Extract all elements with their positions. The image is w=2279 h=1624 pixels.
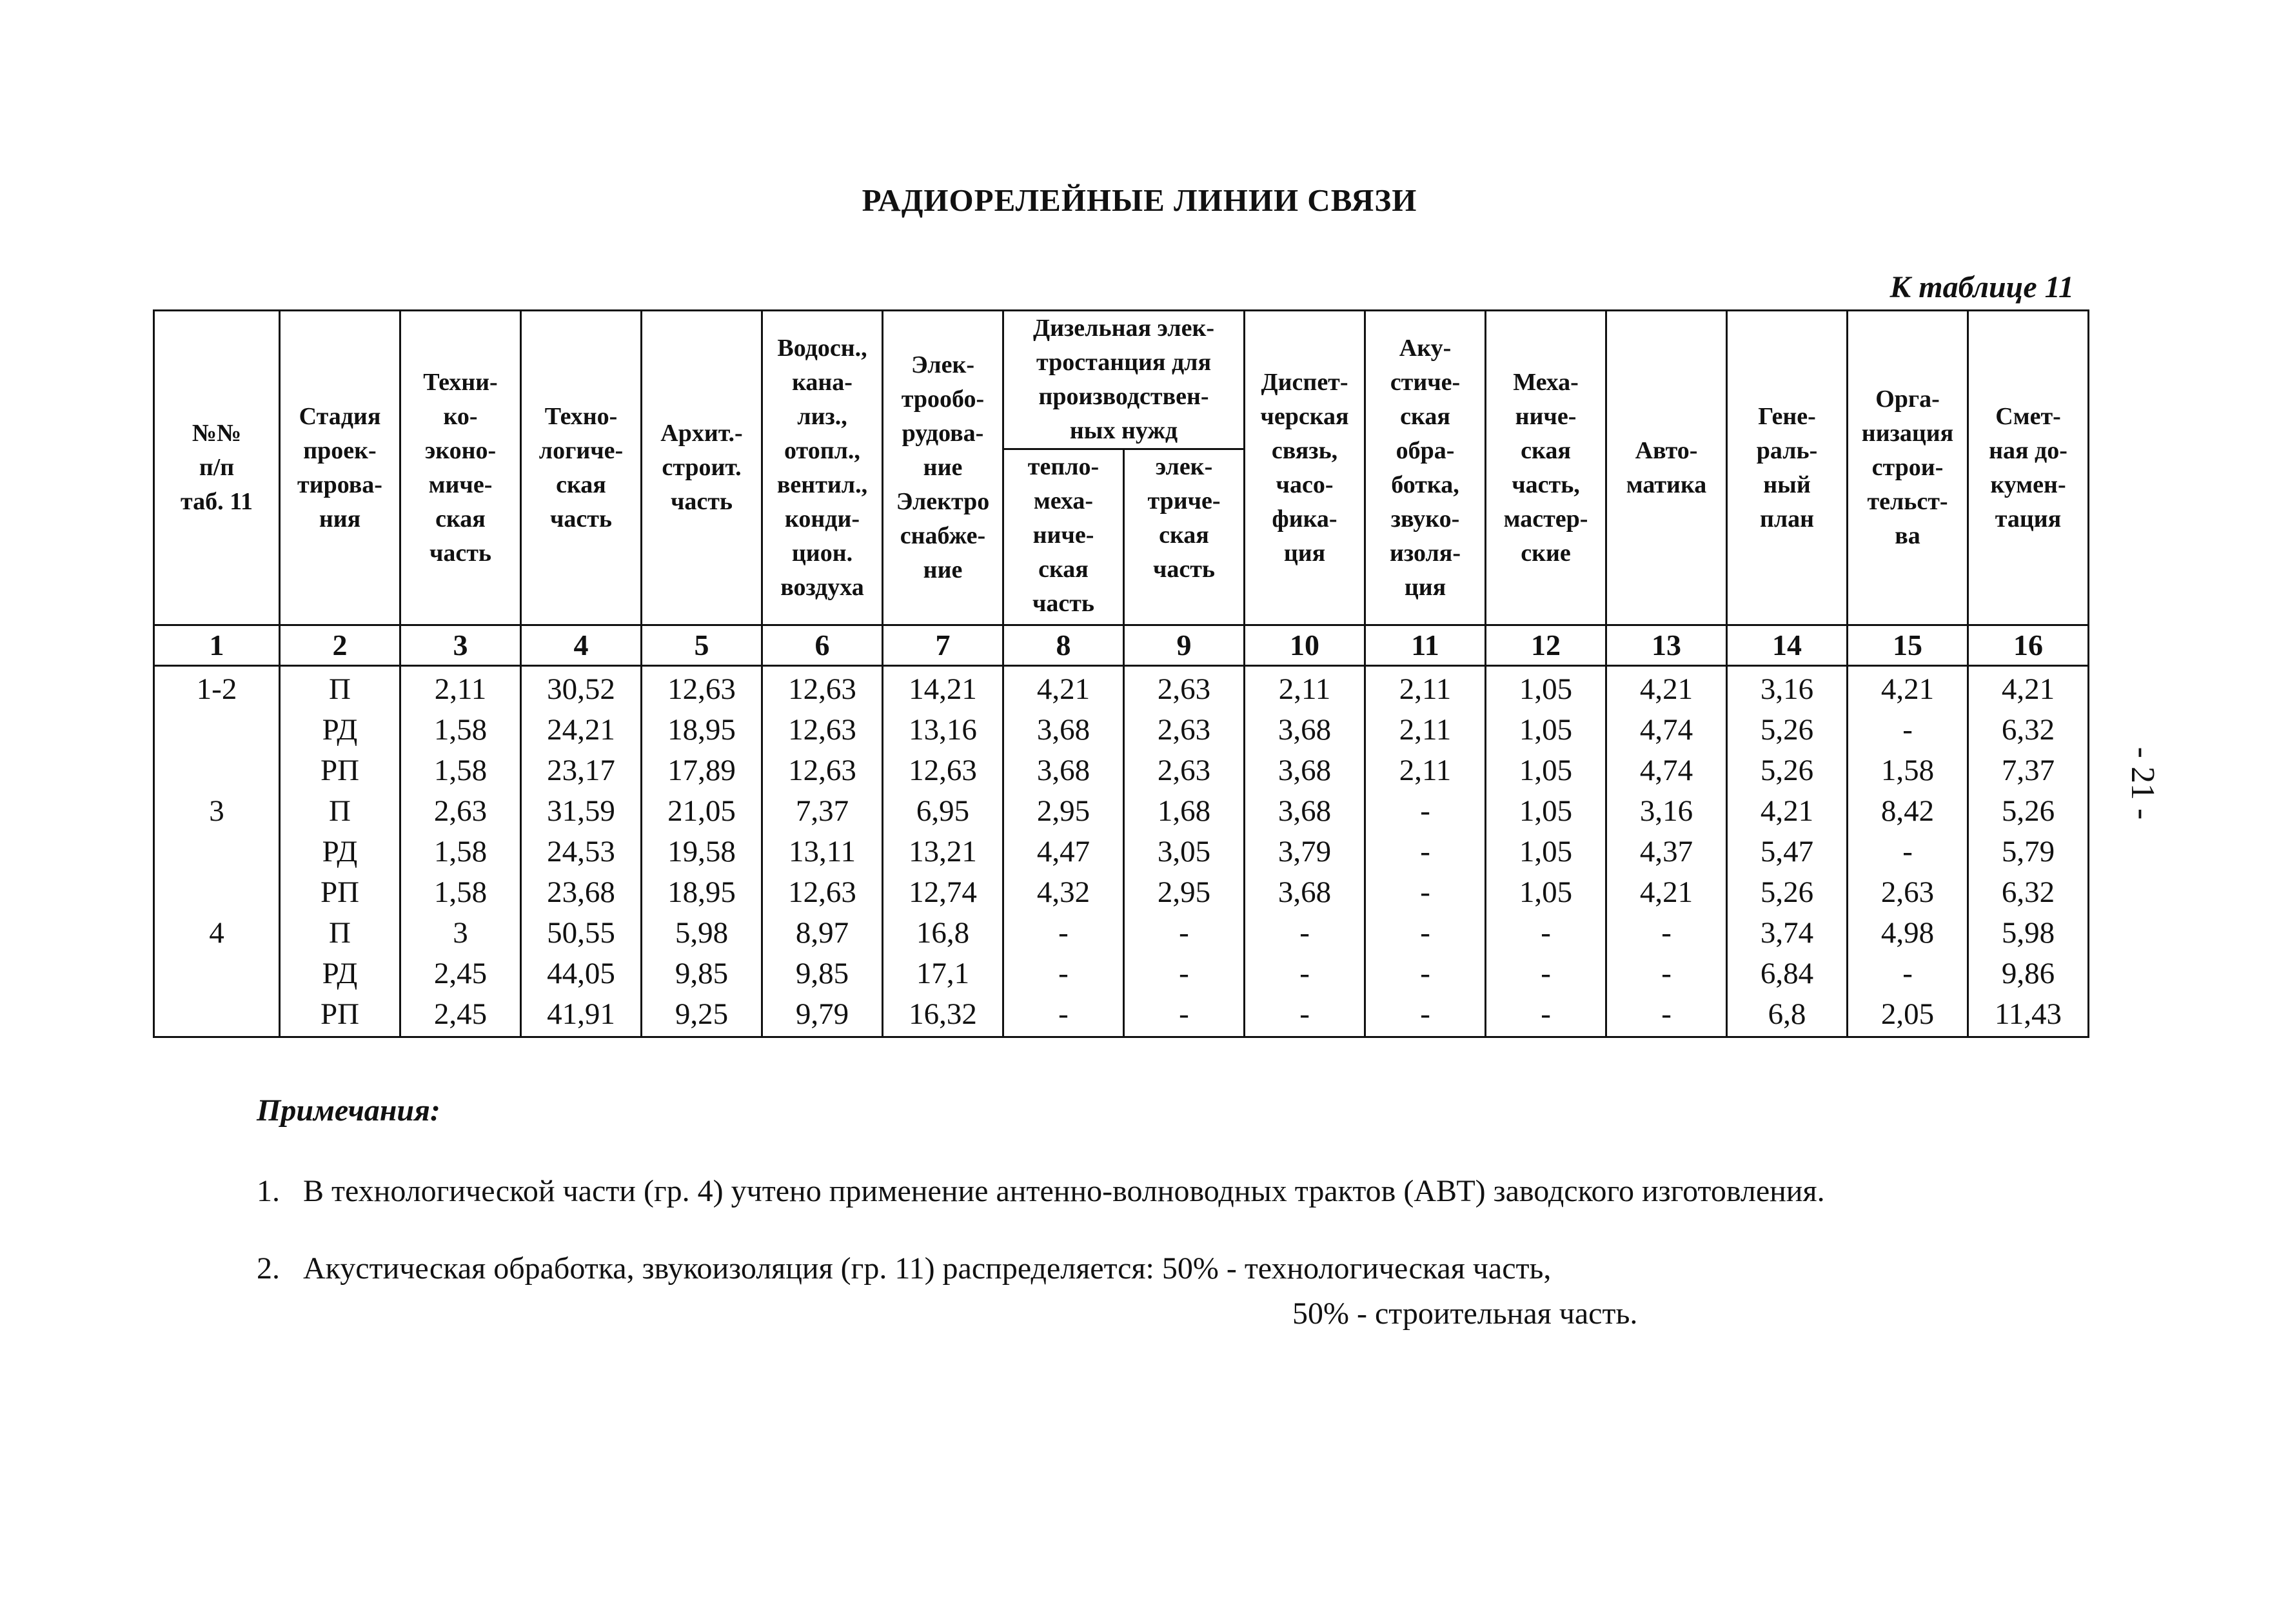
column-number: 15 [1848, 625, 1968, 666]
table-cell: - [1124, 954, 1245, 994]
table-cell: 7,37 [1968, 750, 2089, 791]
table-cell: 23,17 [521, 750, 642, 791]
table-cell: 1,58 [400, 872, 521, 913]
table-cell: 4,21 [1606, 666, 1727, 710]
table-row [154, 954, 2089, 994]
table-cell: 3,68 [1245, 791, 1365, 832]
table-cell: - [1245, 913, 1365, 954]
column-number: 7 [883, 625, 1003, 666]
table-cell: 3,79 [1245, 832, 1365, 872]
table-cell: - [1486, 954, 1606, 994]
header-row-number: №№ п/п таб. 11 [154, 311, 280, 625]
table-cell: 4,47 [1003, 832, 1124, 872]
table-cell: - [1365, 791, 1486, 832]
table-cell: 2,63 [400, 791, 521, 832]
table-cell: П [280, 666, 400, 710]
table-cell: 5,47 [1727, 832, 1848, 872]
note-number: 2. [257, 1251, 280, 1286]
table-cell: 23,68 [521, 872, 642, 913]
table-cell: - [1124, 913, 1245, 954]
header-diesel-electrical: элек- триче- ская часть [1124, 449, 1245, 625]
header-heat-mechanical: тепло- меха- ниче- ская часть [1003, 449, 1124, 625]
column-number: 9 [1124, 625, 1245, 666]
column-number: 14 [1727, 625, 1848, 666]
note-1 [257, 1173, 1825, 1209]
table-cell: 4,21 [1848, 666, 1968, 710]
column-number: 1 [154, 625, 280, 666]
table-cell: 1,05 [1486, 750, 1606, 791]
table-cell: 9,85 [762, 954, 883, 994]
table-cell: - [1124, 994, 1245, 1037]
table-cell: 17,89 [642, 750, 762, 791]
table-cell: 3,68 [1245, 750, 1365, 791]
table-cell: 19,58 [642, 832, 762, 872]
table-cell: 2,63 [1848, 872, 1968, 913]
column-number: 11 [1365, 625, 1486, 666]
table-cell: 12,63 [762, 872, 883, 913]
table-cell: РД [280, 954, 400, 994]
table-cell [154, 872, 280, 913]
table-cell: - [1365, 872, 1486, 913]
data-table [153, 309, 2089, 1038]
table-cell: 8,97 [762, 913, 883, 954]
table-cell: 9,85 [642, 954, 762, 994]
table-cell: - [1365, 954, 1486, 994]
table-cell [154, 954, 280, 994]
table-cell: 4,37 [1606, 832, 1727, 872]
table-cell: 50,55 [521, 913, 642, 954]
table-cell: - [1003, 954, 1124, 994]
column-number: 10 [1245, 625, 1365, 666]
header-estimate: Смет- ная до- кумен- тация [1968, 311, 2089, 625]
table-cell: 1,05 [1486, 791, 1606, 832]
table-cell: 2,45 [400, 994, 521, 1037]
table-cell: 5,98 [1968, 913, 2089, 954]
table-cell: - [1848, 954, 1968, 994]
table-cell: 5,79 [1968, 832, 2089, 872]
table-cell: 6,95 [883, 791, 1003, 832]
table-cell: 2,05 [1848, 994, 1968, 1037]
table-cell: 7,37 [762, 791, 883, 832]
table-cell: 9,86 [1968, 954, 2089, 994]
table-cell: 3,16 [1727, 666, 1848, 710]
column-number: 13 [1606, 625, 1727, 666]
table-cell: РП [280, 994, 400, 1037]
table-cell: 41,91 [521, 994, 642, 1037]
table-cell: - [1365, 913, 1486, 954]
table-cell: 5,98 [642, 913, 762, 954]
table-cell: 6,32 [1968, 710, 2089, 750]
table-cell: 1,68 [1124, 791, 1245, 832]
column-number: 5 [642, 625, 762, 666]
table-cell: 24,53 [521, 832, 642, 872]
table-row [154, 666, 2089, 710]
table-cell [154, 750, 280, 791]
table-cell: 5,26 [1968, 791, 2089, 832]
table-cell: - [1486, 994, 1606, 1037]
table-body [154, 666, 2089, 1037]
table-cell: 2,45 [400, 954, 521, 994]
table-cell: 2,63 [1124, 710, 1245, 750]
table-cell: 13,11 [762, 832, 883, 872]
table-row [154, 710, 2089, 750]
table-cell: 1,58 [1848, 750, 1968, 791]
table-row [154, 832, 2089, 872]
table-cell: 18,95 [642, 872, 762, 913]
table-cell: 2,63 [1124, 666, 1245, 710]
header-mechanical: Меха- ниче- ская часть, мастер- ские [1486, 311, 1606, 625]
table-cell: 3,16 [1606, 791, 1727, 832]
table-cell: РД [280, 710, 400, 750]
table-cell: 2,95 [1124, 872, 1245, 913]
note-number: 1. [257, 1174, 280, 1208]
table-cell: 4 [154, 913, 280, 954]
table-cell: 13,16 [883, 710, 1003, 750]
note-text: В технологической части (гр. 4) учтено применение антенно-волноводных трактов (АВТ) заводского изготовления. [303, 1174, 1825, 1208]
table-cell: - [1245, 954, 1365, 994]
column-number: 6 [762, 625, 883, 666]
table-cell: 1,05 [1486, 710, 1606, 750]
table-cell: РД [280, 832, 400, 872]
table-cell: 21,05 [642, 791, 762, 832]
table-cell: 44,05 [521, 954, 642, 994]
header-general-plan: Гене- раль- ный план [1727, 311, 1848, 625]
table-cell: 1,05 [1486, 832, 1606, 872]
table-cell: 1-2 [154, 666, 280, 710]
table-cell: 12,63 [762, 710, 883, 750]
header-dispatch: Диспет- черская связь, часо- фика- ция [1245, 311, 1365, 625]
table-cell: 1,05 [1486, 872, 1606, 913]
page-number: - 21 - [2124, 747, 2161, 820]
table-cell: 3,68 [1245, 710, 1365, 750]
column-number: 4 [521, 625, 642, 666]
table-cell: 9,25 [642, 994, 762, 1037]
table-cell: 2,11 [1245, 666, 1365, 710]
table-cell: 12,63 [762, 666, 883, 710]
table-cell: - [1486, 913, 1606, 954]
table-cell: 30,52 [521, 666, 642, 710]
table-cell: 6,8 [1727, 994, 1848, 1037]
column-number: 3 [400, 625, 521, 666]
table-row [154, 913, 2089, 954]
table-cell: РП [280, 750, 400, 791]
table-cell: 13,21 [883, 832, 1003, 872]
table-cell [154, 994, 280, 1037]
table-cell: 4,21 [1003, 666, 1124, 710]
table-cell: 12,74 [883, 872, 1003, 913]
header-technological: Техно- логиче- ская часть [521, 311, 642, 625]
table-cell: - [1606, 994, 1727, 1037]
table-cell: 31,59 [521, 791, 642, 832]
table-cell: 3,68 [1245, 872, 1365, 913]
table-cell: - [1245, 994, 1365, 1037]
table-cell: 3,74 [1727, 913, 1848, 954]
table-row [154, 791, 2089, 832]
table-cell: 17,1 [883, 954, 1003, 994]
table-cell: 2,11 [1365, 710, 1486, 750]
table-cell: 4,74 [1606, 710, 1727, 750]
table-cell: - [1848, 710, 1968, 750]
table-cell: - [1365, 832, 1486, 872]
table-cell: 2,63 [1124, 750, 1245, 791]
table-cell: 1,05 [1486, 666, 1606, 710]
table-row [154, 750, 2089, 791]
table-cell: 4,98 [1848, 913, 1968, 954]
table-cell: 5,26 [1727, 872, 1848, 913]
table-cell: 8,42 [1848, 791, 1968, 832]
table-row [154, 872, 2089, 913]
table-cell: 3,68 [1003, 750, 1124, 791]
table-cell: 5,26 [1727, 750, 1848, 791]
note-2-continuation: 50% - строительная часть. [1292, 1296, 1638, 1331]
table-cell: 12,63 [883, 750, 1003, 791]
column-number: 8 [1003, 625, 1124, 666]
table-cell: 1,58 [400, 832, 521, 872]
table-cell: 2,95 [1003, 791, 1124, 832]
table-cell: - [1003, 994, 1124, 1037]
table-cell: 16,8 [883, 913, 1003, 954]
table-cell: 2,11 [400, 666, 521, 710]
table-cell: 6,84 [1727, 954, 1848, 994]
table-cell: 3 [154, 791, 280, 832]
table-cell: 3 [400, 913, 521, 954]
table-cell: РП [280, 872, 400, 913]
table-cell: 4,21 [1606, 872, 1727, 913]
table-cell: 18,95 [642, 710, 762, 750]
note-text: Акустическая обработка, звукоизоляция (гр. 11) распределяется: 50% - технологическая часть, [303, 1251, 1552, 1286]
table-cell: 12,63 [642, 666, 762, 710]
table-cell: 3,05 [1124, 832, 1245, 872]
column-number: 2 [280, 625, 400, 666]
table-cell: 9,79 [762, 994, 883, 1037]
table-cell: 4,32 [1003, 872, 1124, 913]
table-cell: 12,63 [762, 750, 883, 791]
header-water-hvac: Водосн., кана- лиз., отопл., вентил., конди- цион. воздуха [762, 311, 883, 625]
table-cell: 2,11 [1365, 666, 1486, 710]
notes-title: Примечания: [257, 1093, 440, 1128]
table-cell: - [1606, 954, 1727, 994]
table-reference: К таблице 11 [1889, 270, 2074, 304]
table-cell: П [280, 913, 400, 954]
table-cell: - [1606, 913, 1727, 954]
column-number: 12 [1486, 625, 1606, 666]
table-row [154, 994, 2089, 1037]
table-cell: - [1848, 832, 1968, 872]
table-cell: П [280, 791, 400, 832]
header-feasibility: Техни- ко- эконо- миче- ская часть [400, 311, 521, 625]
table-cell: - [1365, 994, 1486, 1037]
table-cell: 4,74 [1606, 750, 1727, 791]
header-acoustic: Аку- стиче- ская обра- ботка, звуко- изоля- ция [1365, 311, 1486, 625]
column-number: 16 [1968, 625, 2089, 666]
header-design-stage: Стадия проек- тирова- ния [280, 311, 400, 625]
table-cell: 3,68 [1003, 710, 1124, 750]
table-cell: 1,58 [400, 750, 521, 791]
column-number-row [154, 625, 2089, 666]
table-cell [154, 710, 280, 750]
page-title: РАДИОРЕЛЕЙНЫЕ ЛИНИИ СВЯЗИ [862, 182, 1417, 218]
header-construction-org: Орга- низация строи- тельст- ва [1848, 311, 1968, 625]
table-cell [154, 832, 280, 872]
table-cell: 4,21 [1968, 666, 2089, 710]
table-cell: 6,32 [1968, 872, 2089, 913]
note-2 [257, 1251, 1551, 1286]
table-cell: 16,32 [883, 994, 1003, 1037]
header-electrical: Элек- трообо- рудова- ние Электро снабже- ние [883, 311, 1003, 625]
header-architectural: Архит.- строит. часть [642, 311, 762, 625]
table-cell: 24,21 [521, 710, 642, 750]
table-cell: 5,26 [1727, 710, 1848, 750]
table-cell: - [1003, 913, 1124, 954]
table-cell: 4,21 [1727, 791, 1848, 832]
header-diesel-station: Дизельная элек- тростанция для производствен- ных нужд [1003, 311, 1245, 449]
table-cell: 1,58 [400, 710, 521, 750]
table-cell: 11,43 [1968, 994, 2089, 1037]
table-cell: 2,11 [1365, 750, 1486, 791]
header-automation: Авто- матика [1606, 311, 1727, 625]
table-cell: 14,21 [883, 666, 1003, 710]
